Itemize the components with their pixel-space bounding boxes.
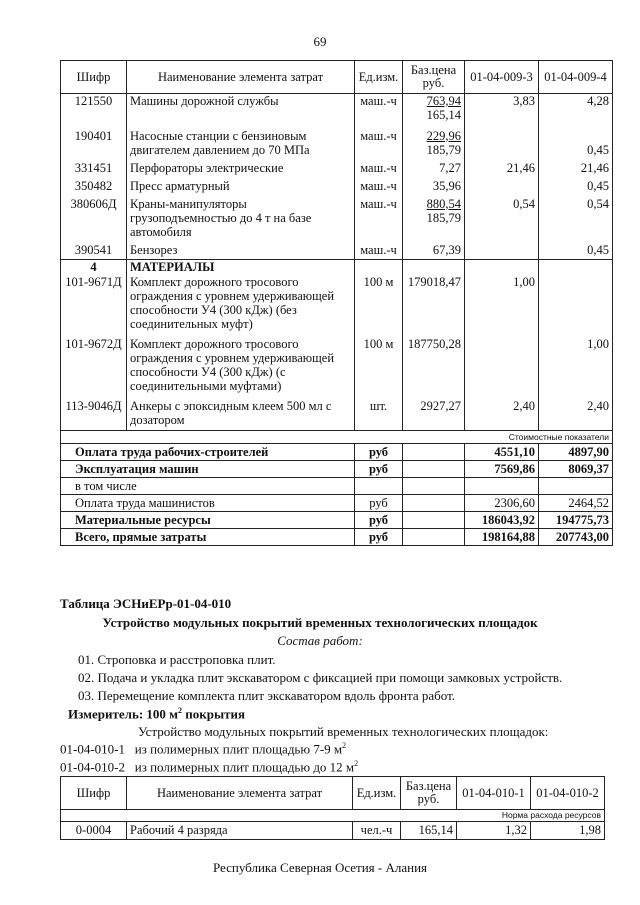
row-unit: чел.-ч xyxy=(353,822,401,840)
row-value-2: 1,98 xyxy=(531,822,605,840)
row-unit: маш.-ч xyxy=(355,179,403,197)
row-code: 121550 xyxy=(61,94,127,129)
summary-row xyxy=(61,461,613,478)
row-value-1: 0,54 xyxy=(465,197,539,243)
row-name: Насосные станции с бензиновым двигателем давлением до 70 МПа xyxy=(127,129,355,161)
row-value-1 xyxy=(465,337,539,399)
row-price: 229,96 xyxy=(426,128,461,143)
work-composition-title: Состав работ: xyxy=(277,633,363,648)
row-code: 190401 xyxy=(61,129,127,161)
row-unit: маш.-ч xyxy=(355,197,403,243)
row-value-2 xyxy=(539,275,613,337)
row-value-1 xyxy=(465,243,539,260)
summary-unit: руб xyxy=(355,529,403,546)
summary-caption-row xyxy=(61,431,613,444)
norm-caption-row xyxy=(61,810,605,822)
table-row xyxy=(61,275,613,337)
table-row xyxy=(61,94,613,129)
row-unit: 100 м xyxy=(355,337,403,399)
row-price: 763,94 xyxy=(426,94,461,108)
col-header-unit: Ед.изм. xyxy=(355,61,403,94)
col-header-name: Наименование элемента затрат xyxy=(127,61,355,94)
row-value-2: 0,54 xyxy=(539,197,613,243)
row-code: 331451 xyxy=(61,161,127,179)
row-value-1: 2,40 xyxy=(465,399,539,431)
col-header-v1: 01-04-009-3 xyxy=(465,61,539,94)
row-code: 380606Д xyxy=(61,197,127,243)
section-subtitle: Устройство модульных покрытий временных технологических площадок xyxy=(102,615,538,630)
summary-value-2: 2464,52 xyxy=(539,495,613,512)
row-unit: 100 м xyxy=(355,275,403,337)
summary-value-1: 4551,10 xyxy=(465,444,539,461)
summary-caption: Стоимостные показатели xyxy=(61,431,613,444)
row-value-1: 3,83 xyxy=(465,94,539,129)
table-row xyxy=(61,179,613,197)
variant-code: 01-04-010-2 xyxy=(60,759,125,775)
summary-unit: руб xyxy=(355,444,403,461)
row-name: Анкеры с эпоксидным клеем 500 мл с дозатором xyxy=(127,399,355,431)
table-row xyxy=(61,243,613,260)
section-row xyxy=(61,260,613,275)
summary-label: Оплата труда рабочих-строителей xyxy=(61,444,355,461)
summary-value-1: 7569,86 xyxy=(465,461,539,478)
summary-unit: руб xyxy=(355,512,403,529)
work-step: 03. Перемещение комплекта плит экскаватором вдоль фронта работ. xyxy=(78,688,456,703)
summary-value-1: 186043,92 xyxy=(465,512,539,529)
row-code: 0-0004 xyxy=(61,822,127,840)
row-name: Рабочий 4 разряда xyxy=(127,822,353,840)
row-price-secondary: 185,79 xyxy=(426,142,461,157)
row-price: 67,39 xyxy=(403,243,465,260)
summary-value-2: 207743,00 xyxy=(539,529,613,546)
col-header-v1: 01-04-010-1 xyxy=(457,777,531,810)
row-name: Комплект дорожного тросового ограждения с уровнем удерживающей способности У4 (300 кДж) (без соединительных муфт) xyxy=(127,275,355,337)
row-price-secondary: 165,14 xyxy=(426,108,461,122)
col-header-price: Баз.цена руб. xyxy=(403,61,465,94)
row-value-2: 0,45 xyxy=(539,129,613,161)
row-unit: маш.-ч xyxy=(355,94,403,129)
summary-row xyxy=(61,529,613,546)
row-code: 101-9672Д xyxy=(61,337,127,399)
table-row xyxy=(61,129,613,161)
col-header-name: Наименование элемента затрат xyxy=(127,777,353,810)
variants-description: Устройство модульных покрытий временных технологических площадок: xyxy=(138,724,549,739)
row-value-2: 4,28 xyxy=(539,94,613,129)
row-value-1: 1,00 xyxy=(465,275,539,337)
row-value-1 xyxy=(465,179,539,197)
variant-text: из полимерных плит площадью 7-9 м xyxy=(134,741,343,757)
summary-row xyxy=(61,478,613,495)
row-name: Машины дорожной службы xyxy=(127,94,355,129)
row-price: 35,96 xyxy=(403,179,465,197)
variant-text: из полимерных плит площадью до 12 м xyxy=(134,759,355,775)
work-step: 01. Строповка и расстроповка плит. xyxy=(78,652,276,667)
norm-caption: Норма расхода ресурсов xyxy=(61,810,605,822)
summary-value-2: 194775,73 xyxy=(539,512,613,529)
row-value-1 xyxy=(465,129,539,161)
col-header-price: Баз.цена руб. xyxy=(401,777,457,810)
row-code: 113-9046Д xyxy=(61,399,127,431)
summary-value-2: 8069,37 xyxy=(539,461,613,478)
summary-value-1: 2306,60 xyxy=(465,495,539,512)
summary-label: Всего, прямые затраты xyxy=(61,529,355,546)
resources-table-1 xyxy=(60,60,613,546)
summary-label: в том числе xyxy=(61,478,355,495)
row-price: 880,54 xyxy=(426,196,461,211)
summary-unit: руб xyxy=(355,495,403,512)
row-value-2: 2,40 xyxy=(539,399,613,431)
row-unit: маш.-ч xyxy=(355,129,403,161)
table-row xyxy=(61,337,613,399)
summary-label: Материальные ресурсы xyxy=(61,512,355,529)
measure-unit: Измеритель: 100 $м^2$ покрытия xyxy=(68,706,246,722)
row-name: Краны-манипуляторы грузоподъемностью до 4 т на базе автомобиля xyxy=(127,197,355,243)
row-price: 165,14 xyxy=(401,822,457,840)
summary-row xyxy=(61,444,613,461)
row-price: 2927,27 xyxy=(403,399,465,431)
row-name: Комплект дорожного тросового ограждения с уровнем удерживающей способности У4 (300 кДж) (с соединительными муфтами) xyxy=(127,337,355,399)
col-header-code: Шифр xyxy=(61,777,127,810)
table-row xyxy=(61,822,605,840)
row-code: 390541 xyxy=(61,243,127,260)
col-header-v2: 01-04-010-2 xyxy=(531,777,605,810)
table-row xyxy=(61,399,613,431)
row-value-1: 21,46 xyxy=(465,161,539,179)
table-row xyxy=(61,197,613,243)
summary-label: Оплата труда машинистов xyxy=(61,495,355,512)
row-name: Пресс арматурный xyxy=(127,179,355,197)
summary-row xyxy=(61,512,613,529)
section-table-title: Таблица ЭСНиЕРр-01-04-010 xyxy=(60,596,232,611)
row-unit: маш.-ч xyxy=(355,161,403,179)
row-code: 101-9671Д xyxy=(61,275,127,337)
row-price-secondary: 185,79 xyxy=(426,210,461,225)
row-price: 7,27 xyxy=(403,161,465,179)
work-step: 02. Подача и укладка плит экскаватором с фиксацией при помощи замковых устройств. xyxy=(78,670,563,685)
resources-table-2 xyxy=(60,776,605,840)
row-unit: маш.-ч xyxy=(355,243,403,260)
variant-line: 01-04-010-2 из полимерных плит площадью до 12 $м^2$ xyxy=(60,759,359,775)
row-unit: шт. xyxy=(355,399,403,431)
row-price: 179018,47 xyxy=(403,275,465,337)
page-footer: Республика Северная Осетия - Алания xyxy=(212,860,428,875)
variant-line: 01-04-010-1 из полимерных плит площадью 7-9 $м^2$ xyxy=(60,741,347,757)
row-value-2: 21,46 xyxy=(539,161,613,179)
summary-value-1: 198164,88 xyxy=(465,529,539,546)
row-code: 350482 xyxy=(61,179,127,197)
row-value-1: 1,32 xyxy=(457,822,531,840)
row-price: 187750,28 xyxy=(403,337,465,399)
table-row xyxy=(61,161,613,179)
summary-label: Эксплуатация машин xyxy=(61,461,355,478)
section-code: 4 xyxy=(61,260,127,275)
col-header-unit: Ед.изм. xyxy=(353,777,401,810)
summary-value-2: 4897,90 xyxy=(539,444,613,461)
section-title: МАТЕРИАЛЫ xyxy=(127,260,355,275)
summary-unit: руб xyxy=(355,461,403,478)
row-value-2: 1,00 xyxy=(539,337,613,399)
row-value-2: 0,45 xyxy=(539,179,613,197)
row-value-2: 0,45 xyxy=(539,243,613,260)
row-name: Бензорез xyxy=(127,243,355,260)
summary-row xyxy=(61,495,613,512)
page-number: 69 xyxy=(313,34,327,49)
col-header-v2: 01-04-009-4 xyxy=(539,61,613,94)
row-name: Перфораторы электрические xyxy=(127,161,355,179)
variant-code: 01-04-010-1 xyxy=(60,741,125,757)
col-header-code: Шифр xyxy=(61,61,127,94)
